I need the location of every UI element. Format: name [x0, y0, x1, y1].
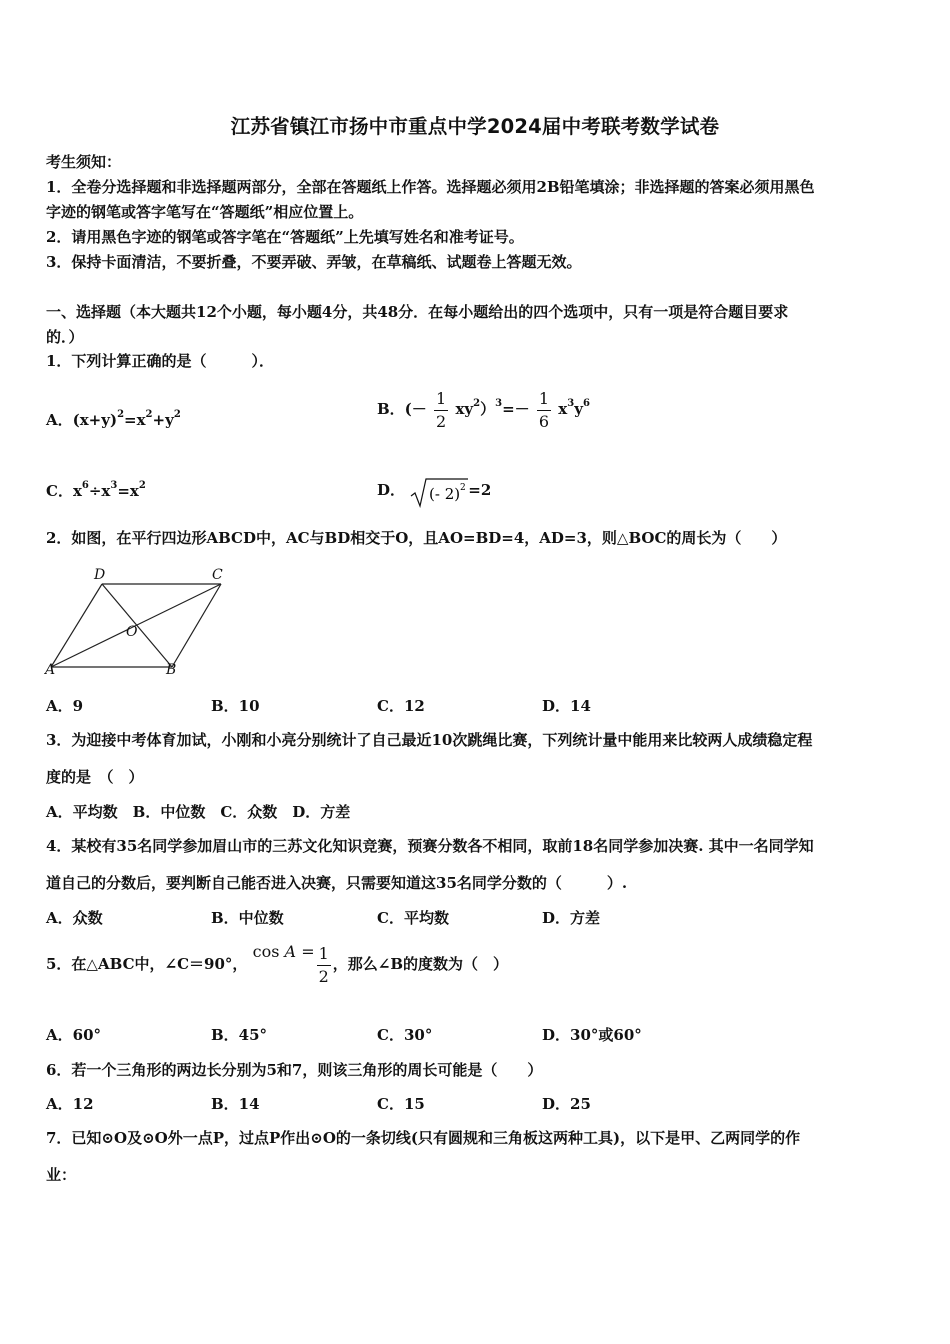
- fraction-one-half: $\frac{1}{2}$: [436, 388, 447, 431]
- q4-stem-line-2: 道自己的分数后，要判断自己能否进入决赛，只需要知道这35名同学分数的（ ）.: [46, 874, 628, 892]
- q6-option-d: D．25: [542, 1095, 591, 1113]
- sqrt-expression: [410, 473, 468, 509]
- q4-option-a: A．众数: [46, 909, 103, 927]
- q2-option-d: D．14: [542, 697, 591, 715]
- q7-stem-line-2: 业：: [46, 1166, 77, 1184]
- q2-stem: 2．如图，在平行四边形ABCD中，AC与BD相交于O，且AO=BD=4，AD=3，则△BOC的周长为（ ）: [46, 529, 787, 547]
- notice-line-1: 1．全卷分选择题和非选择题两部分，全部在答题纸上作答。选择题必须用2B铅笔填涂；非选择题的答案必须用黑色: [46, 178, 815, 196]
- notice-heading: 考生须知：: [46, 153, 122, 171]
- q3-stem-line-1: 3．为迎接中考体育加试，小刚和小亮分别统计了自己最近10次跳绳比赛，下列统计量中能用来比较两人成绩稳定程: [46, 731, 813, 749]
- q4-option-c: C．平均数: [377, 909, 449, 927]
- figure-label-c: C: [212, 567, 223, 583]
- q6-option-a: A．12: [46, 1095, 94, 1113]
- figure-label-b: B: [166, 662, 177, 677]
- sqrt-radicand-exponent: 2: [460, 483, 466, 493]
- q1-option-d: D． (- 2) 2 =2: [377, 472, 491, 509]
- q5-option-c: C．30°: [377, 1026, 433, 1044]
- sqrt-radicand: (- 2): [429, 485, 461, 503]
- q2-option-a: A．9: [46, 697, 84, 715]
- cos-expression: cos A =: [252, 942, 315, 961]
- q5-option-a: A．60°: [46, 1026, 102, 1044]
- q5-stem: 5．在△ABC中，∠C＝90°， cos A = $\frac{1}{2}$ ，那么∠B的度数为（ ）: [46, 942, 509, 986]
- q4-option-d: D．方差: [542, 909, 601, 927]
- radical-sign-icon: [410, 476, 468, 508]
- q2-option-c: C．12: [377, 697, 425, 715]
- section-heading-line-2: 的．）: [46, 328, 84, 346]
- figure-label-o: O: [126, 624, 138, 640]
- q4-stem-line-1: 4．某校有35名同学参加眉山市的三苏文化知识竞赛，预赛分数各不相同，取前18名同学参加决赛. 其中一名同学知: [46, 837, 814, 855]
- q1-option-a: A．$(x+y)^2=x^2+y^2$: [46, 409, 181, 429]
- figure-label-d: D: [94, 567, 106, 583]
- q6-stem: 6．若一个三角形的两边长分别为5和7，则该三角形的周长可能是（ ）: [46, 1061, 543, 1079]
- section-heading-line-1: 一、选择题（本大题共12个小题，每小题4分，共48分．在每小题给出的四个选项中，只有一项是符合题目要求: [46, 303, 789, 321]
- fraction-one-sixth: $\frac{1}{6}$: [538, 388, 550, 431]
- q2-option-b: B．10: [211, 697, 260, 715]
- q3-options: A．平均数 B．中位数 C．众数 D．方差: [46, 803, 351, 821]
- q3-stem-line-2: 度的是 （ ）: [46, 768, 144, 786]
- figure-label-a: A: [45, 662, 56, 677]
- fraction-one-half-cos: $\frac{1}{2}$: [318, 943, 329, 986]
- q1-option-c: C．$x^6\div x^3=x^2$: [46, 480, 146, 500]
- q5-option-d: D．30°或60°: [542, 1026, 642, 1044]
- q5-option-b: B．45°: [211, 1026, 268, 1044]
- notice-line-4: 3．保持卡面清洁，不要折叠，不要弄破、弄皱，在草稿纸、试题卷上答题无效。: [46, 253, 582, 271]
- parallelogram-figure: [44, 565, 230, 677]
- notice-line-3: 2．请用黑色字迹的钢笔或答字笔在“答题纸”上先填写姓名和准考证号。: [46, 228, 524, 246]
- q6-option-b: B．14: [211, 1095, 260, 1113]
- q6-option-c: C．15: [377, 1095, 425, 1113]
- q1-stem: 1．下列计算正确的是（ ）．: [46, 352, 274, 370]
- q7-stem-line-1: 7．已知⊙O及⊙O外一点P，过点P作出⊙O的一条切线(只有圆规和三角板这两种工具)，以下是甲、乙两同学的作: [46, 1129, 801, 1147]
- q1-option-b: B．(－ $\frac{1}{2}$ $xy^2)^3=-$ $\frac{1}{6}$ $x^3y^6$: [377, 388, 590, 431]
- notice-line-2: 字迹的钢笔或答字笔写在“答题纸”相应位置上。: [46, 203, 364, 221]
- page-title: 江苏省镇江市扬中市重点中学2024届中考联考数学试卷: [230, 115, 720, 138]
- q4-option-b: B．中位数: [211, 909, 284, 927]
